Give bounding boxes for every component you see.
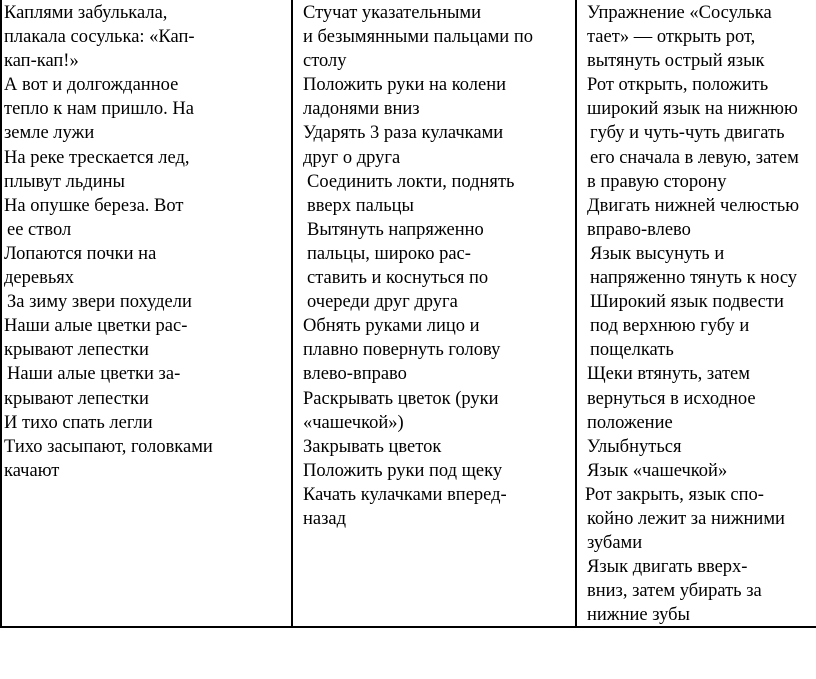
poem-line: Лопаются почки на (4, 243, 157, 264)
articulation-exercises-line: Упражнение «Сосулька (587, 3, 772, 23)
finger-exercises-line: Раскрывать цветок (руки (303, 388, 499, 409)
finger-exercises-line: влево-вправо (303, 364, 407, 385)
articulation-exercises-line: Широкий язык подвести (590, 292, 784, 313)
articulation-exercises-line: Рот закрыть, язык спо- (585, 484, 764, 505)
articulation-exercises-line: под верхнюю губу и (590, 316, 750, 337)
articulation-exercises-line: губу и чуть-чуть двигать (590, 123, 785, 144)
finger-exercises-line: Качать кулачками вперед- (303, 484, 507, 505)
articulation-exercises-line: Язык высунуть и (590, 243, 725, 264)
finger-exercises-line: Соединить локти, поднять (307, 171, 515, 192)
articulation-exercises-line: пощелкать (590, 340, 674, 361)
articulation-exercises-line: широкий язык на нижнюю (587, 99, 798, 120)
articulation-exercises-column (577, 1, 816, 627)
poem-line: плакала сосулька: «Кап- (4, 27, 195, 48)
finger-exercises-line: плавно повернуть голову (303, 340, 501, 361)
finger-exercises-line: Закрывать цветок (303, 436, 442, 457)
articulation-exercises-line: напряженно тянуть к носу (590, 268, 798, 289)
finger-exercises-line: Ударять 3 раза кулачками (303, 123, 504, 144)
poem-line: качают (4, 460, 60, 481)
poem-line: деревьях (4, 268, 75, 289)
finger-exercises-line: Стучат указательными (303, 3, 482, 23)
poem-line: На реке трескается лед, (4, 147, 190, 168)
articulation-exercises-line: положение (587, 412, 673, 433)
articulation-exercises-line: тает» — открыть рот, (587, 27, 756, 48)
articulation-exercises-line: Язык «чашечкой» (587, 460, 728, 481)
finger-exercises-line: Положить руки на колени (303, 75, 507, 96)
finger-exercises-line: Обнять руками лицо и (303, 316, 480, 337)
articulation-exercises-line: Рот открыть, положить (587, 75, 769, 96)
poem-line: земле лужи (4, 123, 95, 144)
finger-exercises-line: ставить и коснуться по (307, 268, 489, 289)
articulation-exercises-line: вправо-влево (587, 219, 691, 240)
poem-line: ее ствол (7, 219, 72, 240)
articulation-exercises-line: вытянуть острый язык (587, 51, 765, 72)
articulation-exercises-line: Язык двигать вверх- (587, 557, 748, 578)
finger-exercises-line: «чашечкой») (303, 412, 404, 433)
finger-exercises-line: вверх пальцы (307, 195, 414, 216)
finger-exercises-line: Положить руки под щеку (303, 460, 503, 481)
articulation-exercises-line: Щеки втянуть, затем (587, 364, 750, 385)
finger-exercises-line: ладонями вниз (303, 99, 420, 120)
finger-exercises-line: и безымянными пальцами по (303, 27, 533, 48)
articulation-exercises-line: вниз, затем убирать за (587, 581, 762, 602)
finger-exercises-line: назад (303, 508, 347, 529)
poem-line: Наши алые цветки рас- (4, 316, 188, 337)
poem-line: Тихо засыпают, головками (4, 436, 213, 457)
poem-line: Каплями забулькала, (4, 3, 168, 23)
finger-exercises-line: столу (303, 51, 347, 72)
articulation-exercises-line: Улыбнуться (587, 436, 682, 457)
poem-column (2, 1, 291, 627)
finger-exercises-line: друг о друга (303, 147, 401, 168)
poem-line: крывают лепестки (4, 340, 149, 361)
articulation-exercises-line: его сначала в левую, затем (590, 147, 799, 168)
poem-line: На опушке береза. Вот (4, 195, 184, 216)
poem-line: тепло к нам пришло. На (4, 99, 194, 120)
poem-line: крывают лепестки (4, 388, 149, 409)
articulation-exercises-line: Двигать нижней челюстью (587, 195, 800, 216)
poem-line: кап-кап!» (4, 51, 79, 72)
poem-line: Наши алые цветки за- (7, 364, 181, 385)
finger-exercises-line: Вытянуть напряженно (307, 219, 484, 240)
poem-line: А вот и долгожданное (4, 75, 179, 96)
poem-line: плывут льдины (4, 171, 125, 192)
finger-exercises-line: пальцы, широко рас- (307, 243, 471, 264)
finger-exercises-column (293, 1, 575, 627)
finger-exercises-line: очереди друг друга (307, 292, 458, 313)
poem-line: И тихо спать легли (4, 412, 153, 433)
articulation-exercises-line: вернуться в исходное (587, 388, 756, 409)
articulation-exercises-line: койно лежит за нижними (587, 508, 785, 529)
articulation-exercises-line: нижние зубы (587, 605, 690, 626)
articulation-exercises-line: в правую сторону (587, 171, 727, 192)
poem-line: За зиму звери похудели (7, 292, 192, 313)
articulation-exercises-line: зубами (587, 533, 643, 554)
